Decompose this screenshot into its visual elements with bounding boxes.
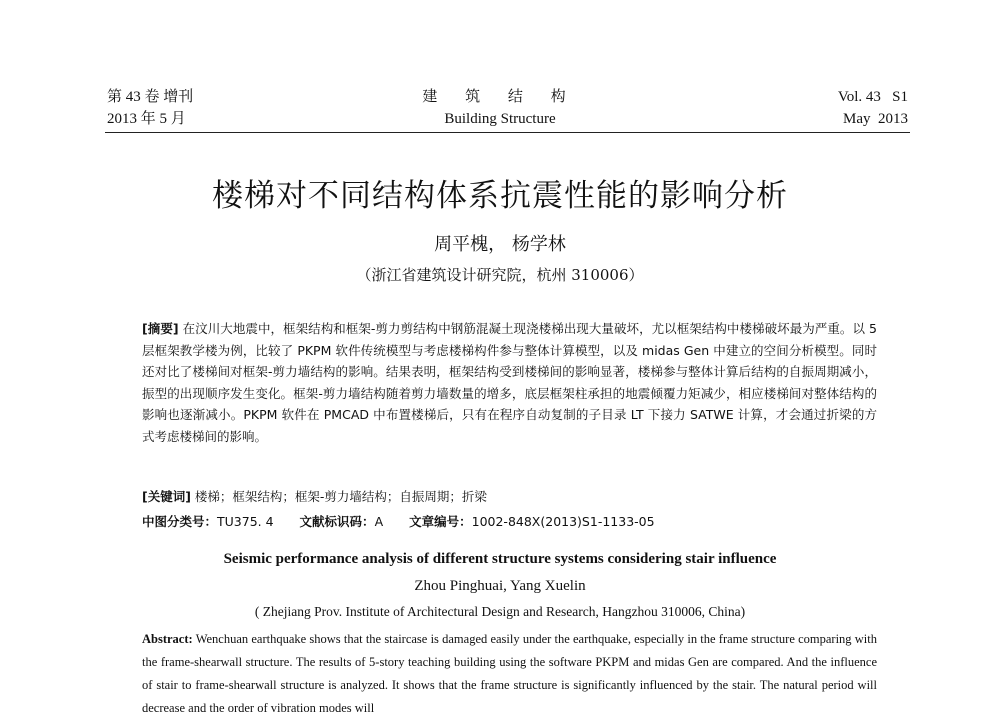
journal-name-cn: 建 筑 结 构 [422, 89, 578, 105]
clc-value: TU375. 4 [217, 514, 274, 529]
paper-title-en: Seismic performance analysis of different structure systems considering stair influence [223, 551, 777, 567]
clc-field [142, 514, 274, 529]
abstract-en [142, 628, 877, 720]
abstract-label-en: Abstract: [142, 632, 193, 646]
doc-code-label: 文献标识码： [299, 514, 375, 529]
affiliation-en: ( Zhejiang Prov. Institute of Architectural Design and Research, Hangzhou 310006, China) [254, 604, 746, 619]
clc-label: 中图分类号： [142, 514, 218, 529]
classification-line [142, 512, 877, 530]
article-no-value: 1002-848X(2013)S1-1133-05 [471, 514, 655, 529]
journal-volume-info [838, 86, 908, 130]
date-en: May 2013 [843, 111, 908, 127]
keywords-text-cn: 楼梯；框架结构；框架-剪力墙结构；自振周期；折梁 [194, 489, 487, 504]
abstract-cn [142, 318, 877, 447]
affiliation-cn: （浙江省建筑设计研究院，杭州 310006） [356, 266, 644, 284]
article-no-label: 文章编号： [409, 514, 472, 529]
authors-cn: 周平槐， 杨学林 [434, 234, 566, 255]
header-rule [105, 132, 910, 133]
volume-issue-cn: 第 43 卷 增刊 [107, 89, 194, 105]
doc-code-field [300, 514, 384, 529]
keywords-cn [142, 487, 877, 505]
volume-en: Vol. 43 S1 [837, 89, 908, 105]
article-no-field [409, 514, 654, 529]
date-cn: 2013 年 5 月 [107, 111, 186, 127]
abstract-label-cn: [摘要] [142, 321, 179, 336]
doc-code-value: A [374, 514, 384, 529]
keywords-label-cn: [关键词] [142, 489, 191, 504]
abstract-text-cn: 在汶川大地震中，框架结构和框架-剪力剪结构中钢筋混凝土现浇楼梯出现大量破坏，尤以框架结构中楼梯破坏最为严重。以 5 层框架教学楼为例，比较了 PKPM 软件传统模型与考虑楼梯构件参与整体计算模型，以及 midas Gen 中建立的空间分析模型。同时还对比了楼梯间对框架-剪力墙结构的影响。结果表明，框架结构受到楼梯间的影响显著，楼梯参与整体计算后结构的自振周期减小，振型的出现顺序发生变化。框架-剪力墙结构随着剪力墙数量的增多，底层框架柱承担的地震倾覆力矩减少，相应楼梯间对整体结构的影响也逐渐减小。PKPM 软件在 PMCAD 中布置楼梯后，只有在程序自动复制的子目录 LT 下接力 SATWE 计算，才会通过折梁的方式考虑楼梯间的影响。 [142, 321, 877, 444]
journal-name-en: Building Structure [444, 111, 556, 127]
authors-en: Zhou Pinghuai, Yang Xuelin [414, 578, 586, 594]
abstract-text-en: Wenchuan earthquake shows that the staircase is damaged easily under the earthquake, especially in the frame structure comparing with the frame-shearwall structure. The results of 5-story teaching building using the software PKPM and midas Gen are compared. And the influence of stair to frame-shearwall structure is analyzed. It shows that the frame structure is significantly influenced by the stair. The natural period will decrease and the order of vibration modes will [142, 632, 877, 715]
paper-title-cn: 楼梯对不同结构体系抗震性能的影响分析 [212, 178, 788, 214]
